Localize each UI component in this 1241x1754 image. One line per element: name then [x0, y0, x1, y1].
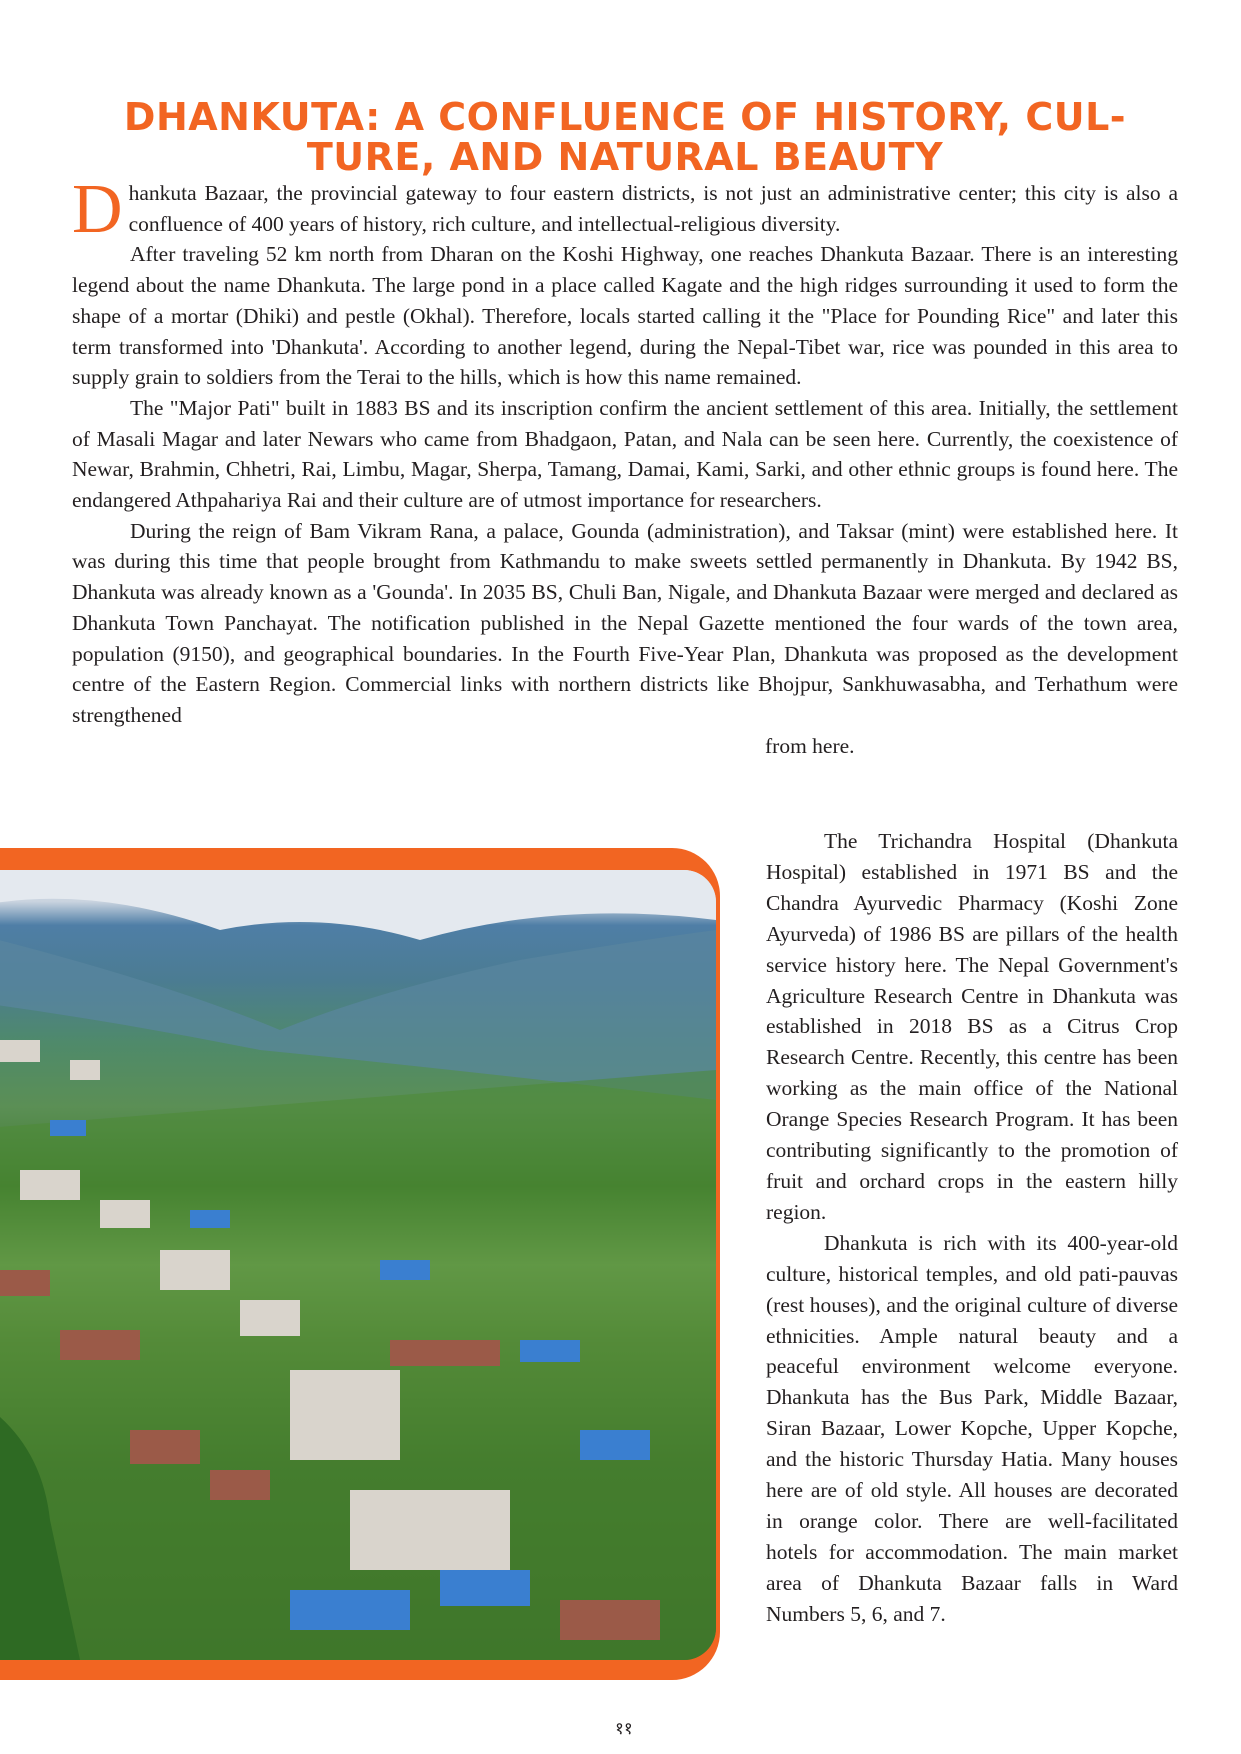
paragraph-6: Dhankuta is rich with its 400-year-old culture, historical temples, and old pati-pauvas (rest houses), and the original culture of diverse ethnicities. Ample natural beauty and a peaceful environment welcome everyone. Dhankuta has the Bus Park, Middle Bazaar, Siran Bazaar, Lower Kopche, Upper Kopche, and the historic Thursday Hatia. Many houses here are of old style. All houses are decorated in orange color. There are well-facilitated hotels for accommodation. The main market area of Dhankuta Bazaar falls in Ward Numbers 5, 6, and 7.: [766, 1230, 1178, 1626]
article-body-right-column: [766, 826, 1178, 1630]
page-number: ११: [615, 1719, 633, 1739]
article-body-full-width: [72, 171, 1178, 761]
paragraph-2: After traveling 52 km north from Dharan on the Koshi Highway, one reaches Dhankuta Bazaar. There is an interesting legend about the name Dhankuta. The large pond in a place called Kagate and the high ridges surrounding it used to form the shape of a mortar (Dhiki) and pestle (Okhal). Therefore, locals started calling it the "Place for Pounding Rice" and later this term transformed into 'Dhankuta'. According to another legend, during the Nepal-Tibet war, rice was pounded in this area to supply grain to soldiers from the Terai to the hills, which is how this name remained.: [72, 242, 1178, 390]
paragraph-1: Dhankuta Bazaar, the provincial gateway to four eastern districts, is not just an administrative center; this city is also a confluence of 400 years of history, rich culture, and intellectual-religious diversity.: [72, 171, 1178, 248]
photo-illustration: [0, 870, 716, 1660]
paragraph-4: During the reign of Bam Vikram Rana, a palace, Gounda (administration), and Taksar (mint) were established here. It was during this time that people brought from Kathmandu to make sweets settled permanently in Dhankuta. By 1942 BS, Dhankuta was already known as a 'Gounda'. In 2035 BS, Chuli Ban, Nigale, and Dhankuta Bazaar were merged and declared as Dhankuta Town Panchayat. The notification published in the Nepal Gazette mentioned the four wards of the town area, population (9150), and geographical boundaries. In the Fourth Five-Year Plan, Dhankuta was proposed as the development centre of the Eastern Region. Commercial links with northern districts like Bhojpur, Sankhuwasabha, and Terhathum were strengthened: [72, 518, 1178, 727]
paragraph-3: The "Major Pati" built in 1883 BS and its inscription confirm the ancient settlement of this area. Initially, the settlement of Masali Magar and later Newars who came from Bhadgaon, Patan, and Nala can be seen here. Currently, the coexistence of Newar, Brahmin, Chhetri, Rai, Limbu, Magar, Sherpa, Tamang, Damai, Kami, Sarki, and other ethnic groups is found here. The endangered Athpahariya Rai and their culture are of utmost importance for researchers.: [72, 395, 1178, 513]
drop-cap: D: [72, 171, 123, 248]
town-aerial-photo: [0, 870, 716, 1660]
article-title: [70, 95, 1180, 180]
title-line-2: TURE, AND NATURAL BEAUTY: [306, 135, 944, 180]
paragraph-4-tail: from here.: [765, 733, 855, 758]
title-line-1: DHANKUTA: A CONFLUENCE OF HISTORY, CUL-: [123, 95, 1127, 140]
paragraph-5: The Trichandra Hospital (Dhankuta Hospital) established in 1971 BS and the Chandra Ayurvedic Pharmacy (Koshi Zone Ayurveda) of 1986 BS are pillars of the health service history here. The Nepal Government's Agriculture Research Centre in Dhankuta was established in 2018 BS as a Citrus Crop Research Centre. Recently, this centre has been working as the main office of the National Orange Species Research Program. It has been contributing significantly to the promotion of fruit and orchard crops in the eastern hilly region.: [766, 829, 1178, 1224]
